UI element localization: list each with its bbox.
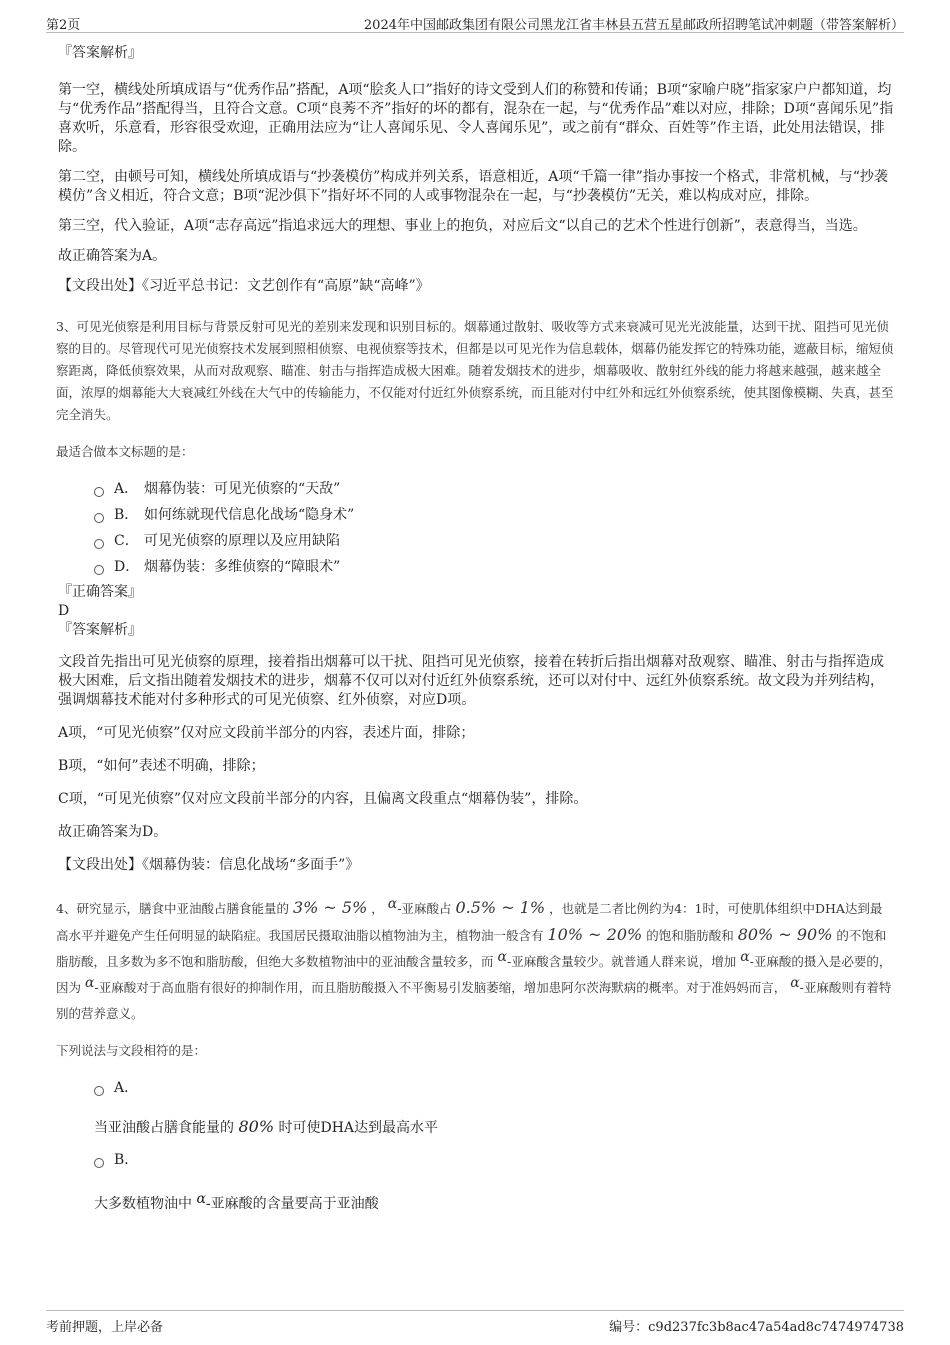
q4-option-a-text: 当亚油酸占膳食能量的 80% 时可使DHA达到最高水平 — [94, 1117, 439, 1136]
page-header — [46, 10, 904, 33]
q4-prompt: 下列说法与文段相符的是： — [56, 1043, 207, 1058]
radio-icon[interactable] — [94, 565, 104, 575]
q4-options-b — [94, 1147, 894, 1173]
q4-passage: 4、研究显示，膳食中亚油酸占膳食能量的 3% ~ 5% ， α-亚麻酸占 0.5% ~ 1% ，也就是二者比例约为4：1时，可使肌体组织中DHA达到最高水平并避免产生任何明显的缺陷症。我国居民摄取油脂以植物油为主，植物油一般含有 10% ~ 20% 的饱和脂肪酸和 80% ~ 90% 的不饱和脂肪酸，且多数为多不饱和脂肪酸，但绝大多数植物油中的亚油酸含量较多，而 α-亚麻酸含量较少。就普通人群来说，增加 α-亚麻酸的摄入是必要的，因为 α-亚麻酸对于高血脂有很好的抑制作用，而且脂肪酸摄入不平衡易引发脑萎缩，增加患阿尔茨海默病的概率。对于准妈妈而言， α-亚麻酸则有着特别的营养意义。 — [56, 896, 892, 1021]
q3-answer-line: 故正确答案为D。 — [58, 824, 168, 840]
page-number: 第2页 — [46, 18, 81, 33]
q3-analysis-p2: A项，“可见光侦察”仅对应文段前半部分的内容，表述片面，排除； — [58, 725, 475, 741]
alpha-symbol: α — [85, 975, 95, 991]
footer-code: 编号：c9d237fc3b8ac47a54ad8c7474974738 — [609, 1320, 904, 1335]
radio-icon[interactable] — [94, 513, 104, 523]
main-content — [56, 44, 894, 1223]
radio-icon[interactable] — [94, 1086, 104, 1096]
math-range-4: 80% ~ 90% — [737, 925, 833, 944]
q3-analysis-p1: 文段首先指出可见光侦察的原理，接着指出烟幕可以干扰、阻挡可见光侦察，接着在转折后指出烟幕对敌观察、瞄准、射击与指挥造成极大困难，后文指出随着发烟技术的进步，烟幕不仅可以对付近红外侦察系统，还可以对付中、远红外侦察系统。故文段为并列结构，强调烟幕技术能对付多种形式的可见光侦察、红外侦察，对应D项。 — [58, 654, 884, 708]
q2-answer-line: 故正确答案为A。 — [58, 248, 167, 264]
radio-icon[interactable] — [94, 1158, 104, 1168]
q3-option-d[interactable]: D． 烟幕伪装：多维侦察的“障眼术” — [94, 554, 894, 580]
alpha-symbol: α — [196, 1191, 206, 1207]
math-range-1: 3% ~ 5% — [292, 898, 368, 917]
q2-analysis-label: 『答案解析』 — [58, 45, 142, 61]
math-range-2: 0.5% ~ 1% — [455, 898, 546, 917]
q3-option-c[interactable]: C． 可见光侦察的原理以及应用缺陷 — [94, 528, 894, 554]
q2-analysis-p1: 第一空，横线处所填成语与“优秀作品”搭配，A项“脍炙人口”指好的诗文受到人们的称赞和传诵；B项“家喻户晓”指家家户户都知道，均与“优秀作品”搭配得当，且符合文意。C项“良莠不齐”指好的坏的都有，混杂在一起，与“优秀作品”难以对应，排除；D项“喜闻乐见”指喜欢听，乐意看，形容很受欢迎，正确用法应为“让人喜闻乐见、令人喜闻乐见”，或之前有“群众、百姓等”作主语，此处用法错误，排除。 — [58, 82, 894, 155]
alpha-symbol: α — [740, 949, 750, 965]
page-footer — [46, 1310, 904, 1341]
q3-analysis-p4: C项，“可见光侦察”仅对应文段前半部分的内容，且偏离文段重点“烟幕伪装”，排除。 — [58, 791, 588, 807]
q4-option-b[interactable]: B． — [94, 1147, 894, 1173]
q3-correct-answer: D — [58, 603, 70, 619]
alpha-symbol: α — [497, 949, 507, 965]
alpha-symbol: α — [790, 975, 800, 991]
q4-option-b-text: 大多数植物油中 α-亚麻酸的含量要高于亚油酸 — [94, 1191, 379, 1212]
q3-source: 【文段出处】《烟幕伪装：信息化战场“多面手”》 — [58, 857, 360, 873]
q3-option-a[interactable]: A． 烟幕伪装：可见光侦察的“天敌” — [94, 476, 894, 502]
q3-option-b[interactable]: B． 如何练就现代信息化战场“隐身术” — [94, 502, 894, 528]
math-percent: 80% — [238, 1117, 275, 1136]
q3-passage: 3、可见光侦察是利用目标与背景反射可见光的差别来发现和识别目标的。烟幕通过散射、吸收等方式来衰减可见光光波能量，达到干扰、阻挡可见光侦察的目的。尽管现代可见光侦察技术发展到照相侦察、电视侦察等技术，但都是以可见光作为信息载体，烟幕仍能发挥它的特殊功能，遮蔽目标，缩短侦察距离，降低侦察效果，从而对敌观察、瞄准、射击与指挥造成极大困难。随着发烟技术的进步，烟幕吸收、散射红外线的能力将越来越强，越来越全面，浓厚的烟幕能大大衰减红外线在大气中的传输能力，不仅能对付近红外侦察系统，而且能对付中红外和远红外侦察系统，使其图像模糊、失真，甚至完全消失。 — [56, 319, 894, 422]
q2-source: 【文段出处】《习近平总书记：文艺创作有“高原”缺“高峰”》 — [58, 278, 430, 294]
q4-options — [94, 1075, 894, 1101]
q3-correct-label: 『正确答案』 — [58, 584, 142, 600]
q3-options — [94, 476, 894, 580]
q3-analysis-label: 『答案解析』 — [58, 622, 142, 638]
math-range-3: 10% ~ 20% — [547, 925, 643, 944]
q3-analysis-p3: B项，“如何”表述不明确，排除； — [58, 758, 265, 774]
alpha-symbol: α — [387, 896, 398, 912]
q2-analysis-p2: 第二空，由顿号可知，横线处所填成语与“抄袭模仿”构成并列关系，语意相近，A项“千篇一律”指办事按一个格式，非常机械，与“抄袭模仿”含义相近，符合文意；B项“泥沙俱下”指好坏不同的人或事物混杂在一起，与“抄袭模仿”无关，难以构成对应，排除。 — [58, 169, 888, 204]
radio-icon[interactable] — [94, 487, 104, 497]
footer-slogan: 考前押题，上岸必备 — [46, 1320, 164, 1335]
document-title: 2024年中国邮政集团有限公司黑龙江省丰林县五营五星邮政所招聘笔试冲刺题（带答案解析） — [363, 18, 904, 33]
q4-option-a[interactable]: A． — [94, 1075, 894, 1101]
q2-analysis-p3: 第三空，代入验证，A项“志存高远”指追求远大的理想、事业上的抱负，对应后文“以自己的艺术个性进行创新”，表意得当，当选。 — [58, 218, 867, 234]
q3-prompt: 最适合做本文标题的是： — [56, 444, 194, 459]
radio-icon[interactable] — [94, 539, 104, 549]
